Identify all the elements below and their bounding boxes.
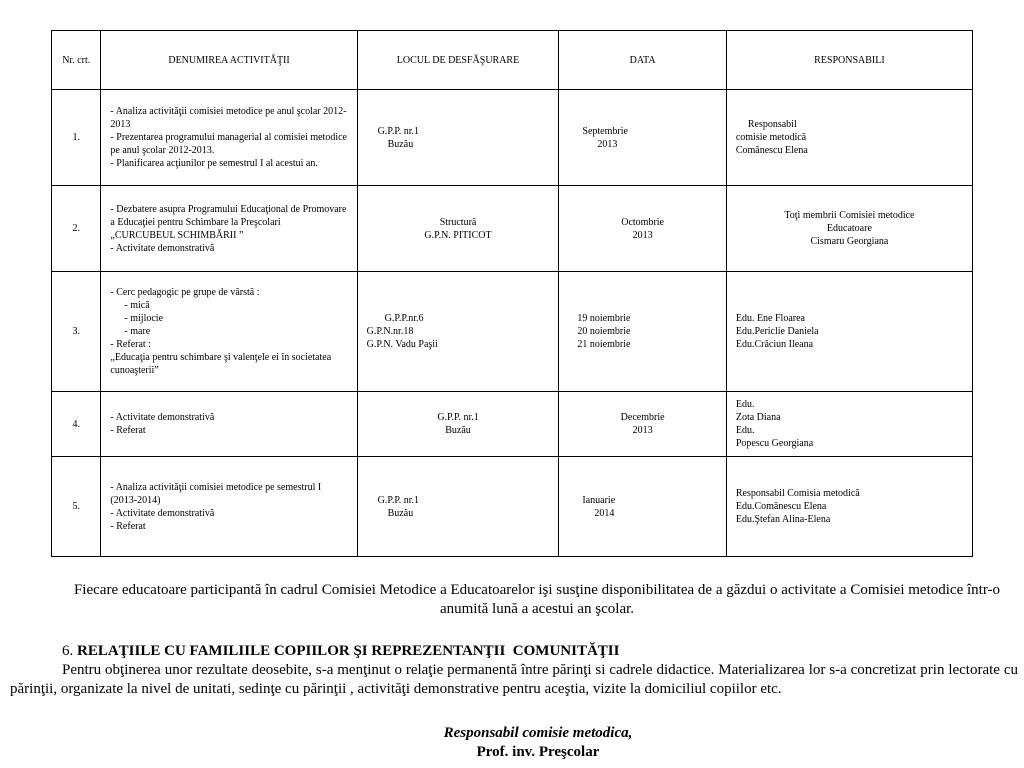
responsible-line: Responsabil xyxy=(747,119,797,130)
activity-line: - Referat xyxy=(110,520,146,532)
date-line: 2014 xyxy=(594,507,615,519)
activity-line: - Activitate demonstrativă xyxy=(110,507,215,519)
activity-cell xyxy=(101,457,357,557)
activity-line: - Cerc pedagogic pe grupe de vârstă : xyxy=(110,287,260,298)
date-line: 19 noiembrie xyxy=(577,313,631,324)
date-line: 2013 xyxy=(597,138,618,150)
header-date: DATA xyxy=(559,31,726,90)
location-line: G.P.N. PITICOT xyxy=(424,229,492,241)
date-line: Ianuarie xyxy=(582,494,616,506)
responsible-cell xyxy=(726,457,972,557)
responsible-line: Toţi membrii Comisiei metodice xyxy=(784,210,915,221)
note-paragraph: Fiecare educatoare participantă în cadrul Comisiei Metodice a Educatoarelor işi susţine disponibilitatea de a găzdui o activitate a Comisiei metodice într-o anumită lună a acestui an şcolar. xyxy=(73,582,1001,617)
location-cell xyxy=(357,272,559,392)
date-line: 21 noiembrie xyxy=(577,339,631,350)
date-line: 2013 xyxy=(632,425,653,436)
section-heading xyxy=(62,642,992,661)
date-line: Octombrie xyxy=(621,216,664,228)
activity-line: „Educaţia pentru schimbare şi valenţele ei în societatea cunoaşterii” xyxy=(110,352,332,376)
header-activity: DENUMIREA ACTIVITĂŢII xyxy=(101,31,357,90)
date-cell xyxy=(559,90,726,186)
responsible-line: comisie metodică xyxy=(735,132,807,143)
responsible-cell xyxy=(726,392,972,457)
activities-table xyxy=(51,30,973,557)
signature-title: Prof. inv. Preşcolar xyxy=(476,744,600,760)
location-line: Buzău xyxy=(445,425,471,436)
location-line: Buzău xyxy=(387,507,414,519)
responsible-line: Educatoare xyxy=(826,223,872,234)
date-line: Decembrie xyxy=(620,412,665,423)
activity-cell xyxy=(101,186,357,272)
responsible-line: Edu.Comănescu Elena xyxy=(735,501,827,512)
activity-line: - Analiza activităţii comisiei metodice pe semestrul I (2013-2014) xyxy=(110,481,322,506)
activity-line: - Analiza activităţii comisiei metodice pe anul şcolar 2012-2013 xyxy=(110,106,347,130)
activity-line: - Activitate demonstrativă xyxy=(110,242,215,254)
responsible-line: Edu.Periclie Daniela xyxy=(735,326,819,337)
location-line: Structură xyxy=(439,216,477,228)
signature-role: Responsabil comisie metodica, xyxy=(443,725,633,741)
date-line: 20 noiembrie xyxy=(577,326,631,337)
responsible-line: Popescu Georgiana xyxy=(735,438,814,449)
table-row xyxy=(52,90,973,186)
responsible-cell xyxy=(726,186,972,272)
date-line: Septembrie xyxy=(582,125,628,137)
date-cell xyxy=(559,186,726,272)
responsible-cell xyxy=(726,272,972,392)
activity-cell xyxy=(101,90,357,186)
activity-line: - Planificarea acţiunilor pe semestrul I al acestui an. xyxy=(110,158,318,169)
activity-line: - Referat : xyxy=(110,339,151,350)
responsible-line: Edu. xyxy=(735,425,755,436)
responsible-cell xyxy=(726,90,972,186)
location-line: G.P.P. nr.1 xyxy=(437,412,479,423)
location-cell xyxy=(357,392,559,457)
header-location: LOCUL DE DESFĂŞURARE xyxy=(357,31,559,90)
row-number: 2. xyxy=(52,186,101,272)
date-cell xyxy=(559,392,726,457)
location-cell xyxy=(357,186,559,272)
table-row xyxy=(52,272,973,392)
location-line: G.P.N.nr.18 xyxy=(366,326,414,337)
activity-cell xyxy=(101,392,357,457)
location-line: G.P.P.nr.6 xyxy=(384,313,424,324)
responsible-line: Cismaru Georgiana xyxy=(810,236,889,247)
responsible-line: Responsabil Comisia metodică xyxy=(735,488,860,499)
responsible-line: Comănescu Elena xyxy=(735,145,808,156)
date-line: 2013 xyxy=(632,229,653,241)
responsible-line: Edu. Ene Floarea xyxy=(735,313,805,324)
header-responsible: RESPONSABILI xyxy=(726,31,972,90)
row-number: 1. xyxy=(52,90,101,186)
date-cell xyxy=(559,457,726,557)
responsible-line: Edu. xyxy=(735,399,755,410)
activity-line: - Prezentarea programului managerial al comisiei metodice pe anul şcolar 2012-2013. xyxy=(110,132,347,156)
activity-line: - mare xyxy=(124,326,151,337)
location-cell xyxy=(357,457,559,557)
header-nr xyxy=(52,31,101,90)
activity-line: - mijlocie xyxy=(124,313,164,324)
location-line: G.P.P. nr.1 xyxy=(377,125,420,137)
responsible-line: Edu.Crăciun Ileana xyxy=(735,339,814,350)
section-number: 6. xyxy=(62,643,74,659)
location-cell xyxy=(357,90,559,186)
activity-line: - Referat xyxy=(110,425,146,436)
activity-line: „CURCUBEUL SCHIMBĂRII ” xyxy=(110,229,244,241)
responsible-line: Zota Diana xyxy=(735,412,781,423)
table-row xyxy=(52,186,973,272)
date-cell xyxy=(559,272,726,392)
activity-cell xyxy=(101,272,357,392)
row-number: 5. xyxy=(52,457,101,557)
row-number: 3. xyxy=(52,272,101,392)
responsible-line: Edu.Ştefan Alina-Elena xyxy=(735,514,831,525)
section-title: RELAŢIILE CU FAMILIILE COPIILOR ŞI REPREZENTANŢII COMUNITĂŢII xyxy=(77,643,620,659)
header-nr-text: Nr. crt. xyxy=(62,54,91,66)
row-number: 4. xyxy=(52,392,101,457)
activity-line: - Activitate demonstrativă xyxy=(110,412,215,423)
table-header-row xyxy=(52,31,973,90)
activity-line: - mică xyxy=(124,300,150,311)
location-line: G.P.P. nr.1 xyxy=(377,494,420,506)
section-body: Pentru obţinerea unor rezultate deosebite, s-a menţinut o relaţie permanentă între părinţi si cadrele didactice. Materializarea lor s-a concretizat prin lectorate cu părinţii, organizate la nivel de unitati, sedinţe cu părinţii , activităţi demonstrative pentru aceştia, vizite la domiciliul copiilor etc. xyxy=(10,662,1018,697)
location-line: G.P.N. Vadu Paşii xyxy=(366,339,438,350)
activity-line: - Dezbatere asupra Programului Educaţional de Promovare a Educaţiei pentru Schimbare la Preşcolari xyxy=(110,203,347,228)
table-row xyxy=(52,392,973,457)
table-row xyxy=(52,457,973,557)
location-line: Buzău xyxy=(387,138,414,150)
